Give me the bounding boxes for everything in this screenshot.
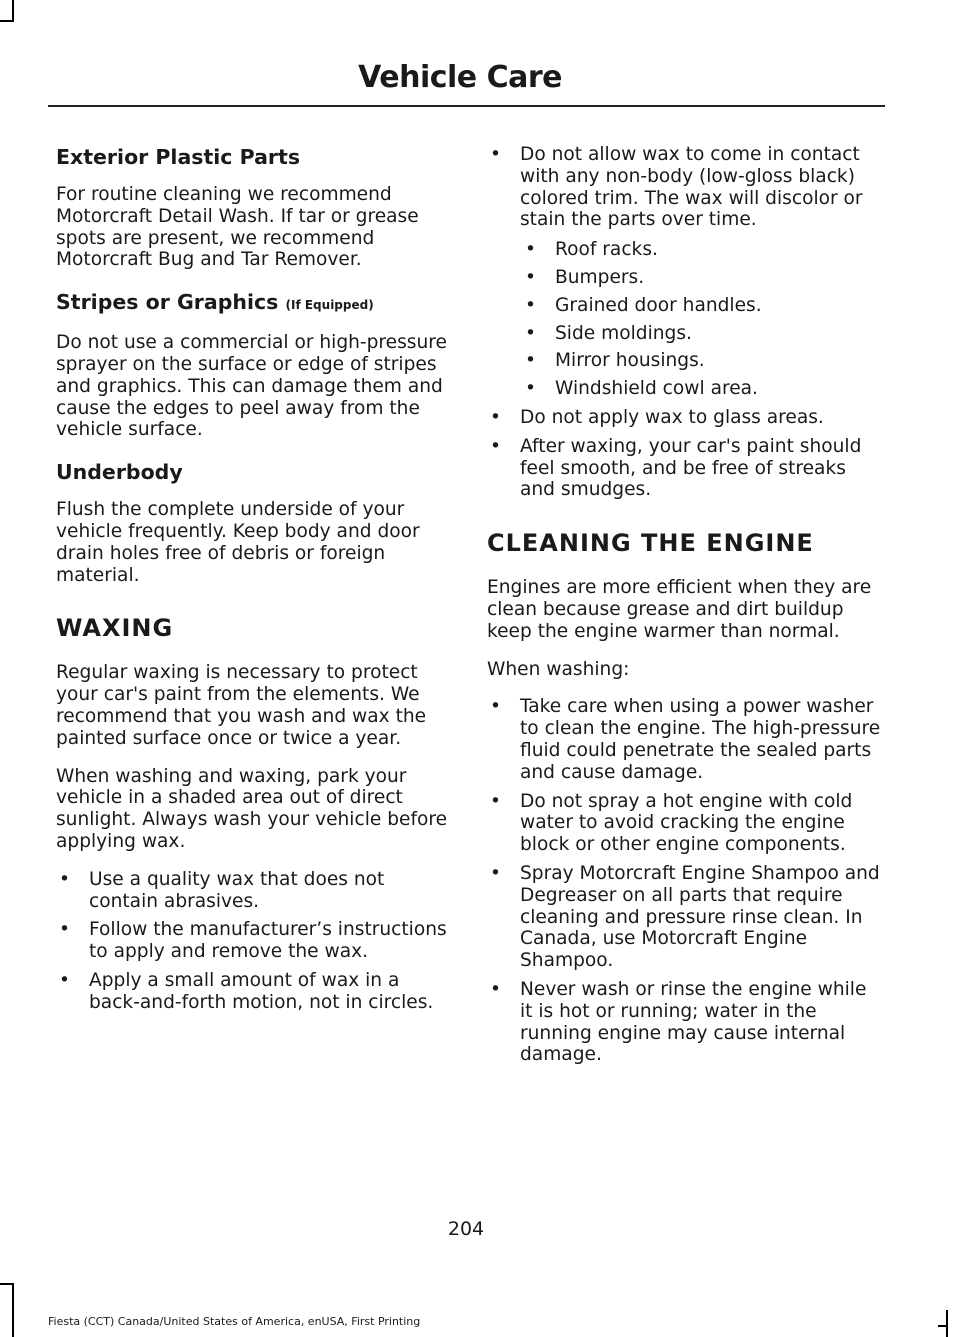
list-item: • Take care when using a power washer to clean the engine. The high-pressure fluid could penetrate the sealed parts and cause damage. (487, 696, 882, 783)
right-column (487, 144, 882, 1073)
list-item: • Mirror housings. (487, 350, 882, 372)
waxing-heading: WAXING (56, 614, 174, 643)
list-item: • Do not spray a hot engine with cold water to avoid cracking the engine block or other engine components. (487, 791, 882, 856)
list-item-text: Do not allow wax to come in contact with any non-body (low-gloss black) colored trim. The wax will discolor or stain the parts over time. (520, 144, 863, 231)
list-item: • Spray Motorcraft Engine Shampoo and Degreaser on all parts that require cleaning and pressure rinse clean. In Canada, use Motorcraft Engine Shampoo. (487, 863, 882, 972)
waxing-paragraph-2: When washing and waxing, park your vehicle in a shaded area out of direct sunlight. Always wash your vehicle before applying wax. (56, 765, 448, 852)
list-item: • Do not apply wax to glass areas. (487, 407, 882, 429)
list-item: • Never wash or rinse the engine while it is hot or running; water in the running engine may cause internal damage. (487, 979, 882, 1066)
list-item: • Windshield cowl area. (487, 378, 882, 400)
list-item: • Grained door handles. (487, 295, 882, 317)
underbody-heading: Underbody (56, 460, 183, 485)
waxing-list (56, 869, 448, 1014)
left-column (56, 144, 448, 1021)
crop-mark (0, 1283, 14, 1285)
crop-mark (12, 0, 14, 22)
stripes-heading-sup: (If Equipped) (285, 298, 374, 313)
page-title: Vehicle Care (358, 60, 562, 95)
header-divider (48, 105, 885, 107)
waxing-paragraph-1: Regular waxing is necessary to protect your car's paint from the elements. We recommend that you wash and wax the painted surface once or twice a year. (56, 662, 427, 749)
exterior-paragraph: For routine cleaning we recommend Motorcraft Detail Wash. If tar or grease spots are present, we recommend Motorcraft Bug and Tar Remover. (56, 184, 419, 271)
list-item: • Bumpers. (487, 267, 882, 289)
stripes-paragraph: Do not use a commercial or high-pressure sprayer on the surface or edge of stripes and graphics. This can damage them and cause the edges to peel away from the vehicle surface. (56, 332, 447, 441)
list-item: • After waxing, your car's paint should feel smooth, and be free of streaks and smudges. (487, 436, 882, 501)
page-number: 204 (447, 1218, 485, 1240)
trim-sublist (487, 239, 882, 400)
engine-heading: CLEANING THE ENGINE (487, 529, 814, 558)
list-item: • Follow the manufacturer’s instructions to apply and remove the wax. (56, 919, 448, 963)
crop-mark (938, 1325, 948, 1327)
underbody-paragraph: Flush the complete underside of your vehicle frequently. Keep body and door drain holes free of debris or foreign material. (56, 499, 420, 586)
list-item: • Side moldings. (487, 323, 882, 345)
list-item: • Use a quality wax that does not contain abrasives. (56, 869, 448, 913)
stripes-heading (56, 289, 448, 318)
exterior-heading: Exterior Plastic Parts (56, 145, 301, 169)
crop-mark (12, 1283, 14, 1337)
engine-list (487, 696, 882, 1066)
stripes-heading-text: Stripes or Graphics (56, 290, 279, 315)
crop-mark (0, 20, 14, 22)
list-item: • Roof racks. (487, 239, 882, 261)
printing-info: Fiesta (CCT) Canada/United States of America, enUSA, First Printing (48, 1315, 421, 1328)
wax-precautions-list (487, 144, 882, 501)
list-item (487, 144, 882, 400)
list-item: • Apply a small amount of wax in a back-and-forth motion, not in circles. (56, 970, 448, 1014)
crop-mark (946, 1310, 948, 1337)
engine-paragraph-1: Engines are more efficient when they are clean because grease and dirt buildup keep the engine warmer than normal. (487, 577, 872, 642)
engine-paragraph-2: When washing: (487, 658, 630, 680)
